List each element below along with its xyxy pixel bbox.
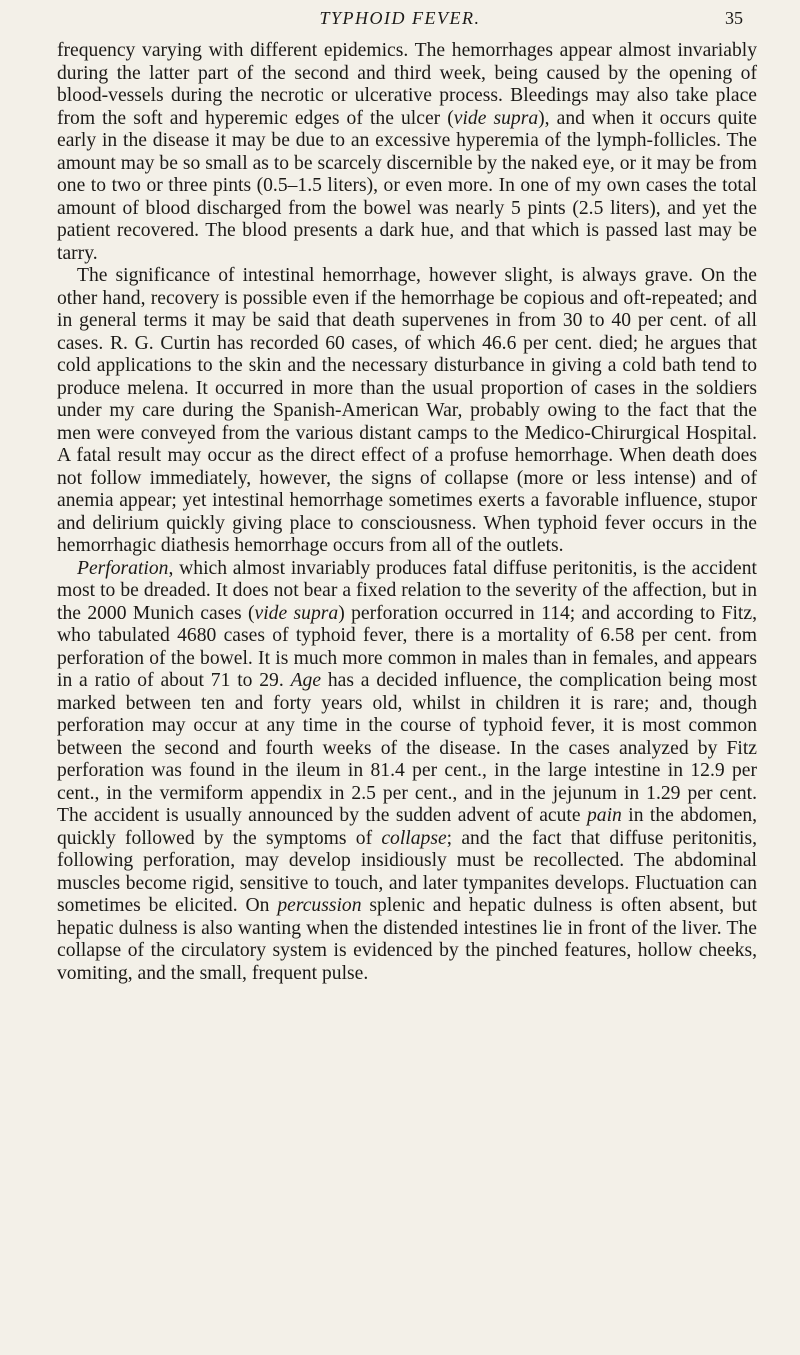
italic-run: Perforation xyxy=(77,557,169,579)
body-text xyxy=(57,40,757,985)
text-run: , which almost invariably produces fatal diffuse peritonitis, is the accident most to be dreaded. It does not bear a fixed relation to the severity of the affection, but in the 2000 Munich cases ( xyxy=(57,557,757,624)
italic-run: vide supra xyxy=(453,107,539,129)
paragraph-hemorrhage-significance xyxy=(57,265,757,558)
text-run: ), and when it occurs quite early in the disease it may be due to an excessive hyperemia of the lymph-follicles. The amount may be so small as to be scarcely discernible by the naked eye, or it may be from one to two or three pints (0.5–1.5 liters), or even more. In one of my own cases the total amount of blood discharged from the bowel was nearly 5 pints (2.5 liters), and yet the patient recovered. The blood presents a dark hue, and that which is passed last may be tarry. xyxy=(57,107,757,264)
italic-run: pain xyxy=(586,805,622,826)
italic-run: Age xyxy=(290,670,322,691)
running-title: TYPHOID FEVER. xyxy=(319,8,481,28)
text-run: has a decided influence, the complication being most marked between ten and forty years old, whilst in children it is rare; and, though perforation may occur at any time in the course of typhoid fever, it is most common between the second and fourth weeks of the disease. In the cases analyzed by Fitz perforation was found in the ileum in 81.4 per cent., in the large intestine in 12.9 per cent., in the vermiform appendix in 2.5 per cent., and in the jejunum in 1.29 per cent. The accident is usually announced by the sudden advent of acute xyxy=(57,670,757,826)
running-head xyxy=(0,8,800,38)
text-run: ) perforation occurred in 114; and according to Fitz, who tabulated 4680 cases of typhoid fever, there is a mortality of 6.58 per cent. from perforation of the bowel. It is much more common in males than in females, and appears in a ratio of about 71 to 29. xyxy=(57,602,757,691)
italic-run: vide supra xyxy=(254,602,339,624)
paragraph-hemorrhage-intro xyxy=(57,40,757,265)
italic-run: percussion xyxy=(277,895,362,916)
text-run: frequency varying with different epidemics. The hemorrhages appear almost invariably during the latter part of the second and third week, being caused by the opening of blood-vessels during the necrotic or ulcerative process. Bleedings may also take place from the soft and hyperemic edges of the ulcer ( xyxy=(57,40,757,129)
paragraph-perforation xyxy=(57,558,757,986)
text-run: The significance of intestinal hemorrhage, however slight, is always grave. On the other hand, recovery is possible even if the hemorrhage be copious and oft-repeated; and in general terms it may be said that death supervenes in from 30 to 40 per cent. of all cases. R. G. Curtin has recorded 60 cases, of which 46.6 per cent. died; he argues that cold applications to the skin and the necessary disturbance in giving a cold bath tend to produce melena. It occurred in more than the usual proportion of cases in the soldiers under my care during the Spanish-American War, probably owing to the fact that the men were conveyed from the various distant camps to the Medico-Chirurgical Hospital. A fatal result may occur as the direct effect of a profuse hemorrhage. When death does not follow immediately, however, the signs of collapse (more or less intense) and of anemia appear; yet intestinal hemorrhage sometimes exerts a favorable influence, stupor and delirium quickly giving place to consciousness. When typhoid fever occurs in the hemorrhagic diathesis hemorrhage occurs from all of the outlets. xyxy=(57,265,757,556)
text-run: splenic and hepatic dulness is often absent, but hepatic dulness is also wanting when the distended intestines lie in front of the liver. The collapse of the circulatory system is evidenced by the pinched features, hollow cheeks, vomiting, and the small, frequent pulse. xyxy=(57,895,757,984)
text-run: ; and the fact that diffuse peritonitis, following perforation, may develop insidiously must be recollected. The abdominal muscles become rigid, sensitive to touch, and later tympanites develops. Fluctuation can sometimes be elicited. On xyxy=(57,827,757,916)
italic-run: collapse xyxy=(381,827,447,849)
page-number: 35 xyxy=(725,8,743,28)
text-run: in the abdomen, quickly followed by the symptoms of xyxy=(57,805,758,849)
